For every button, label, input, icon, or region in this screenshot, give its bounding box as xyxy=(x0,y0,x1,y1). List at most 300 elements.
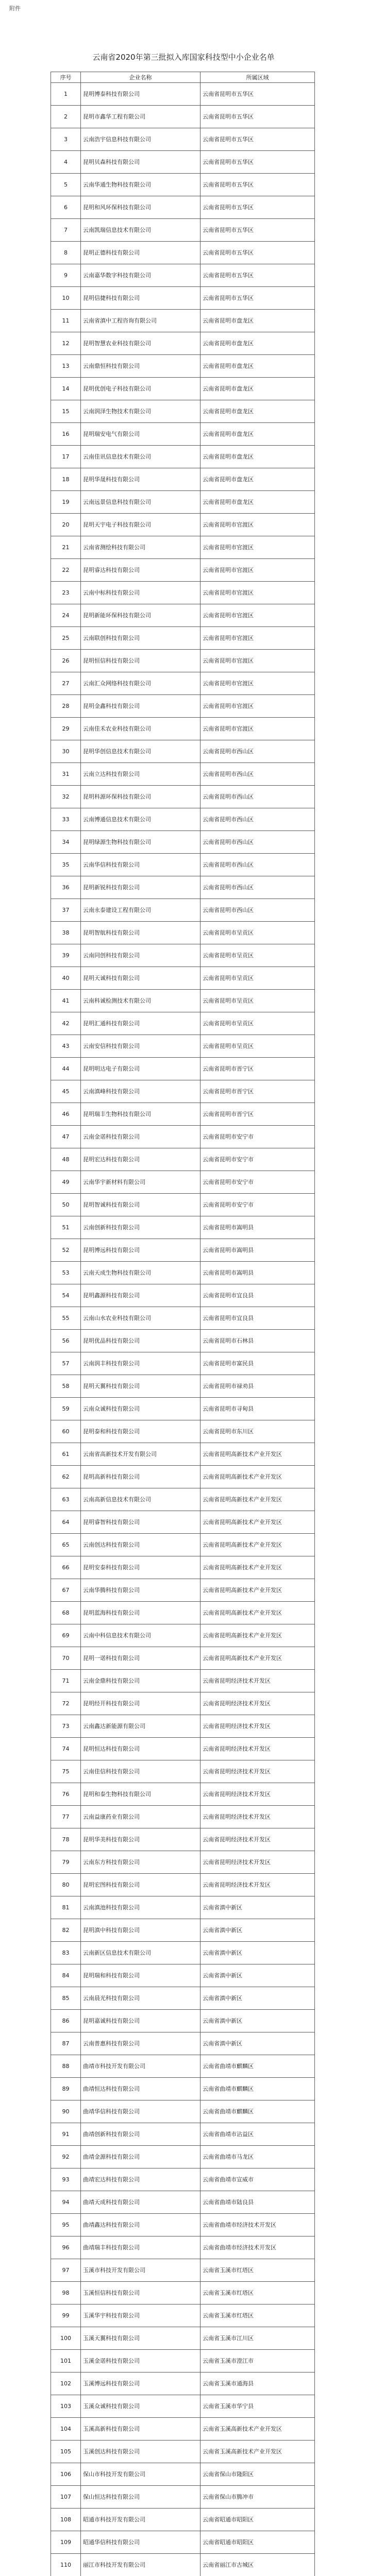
region-name: 云南省曲靖市陆良县 xyxy=(201,2191,315,2214)
table-row xyxy=(51,1624,315,1647)
table-row xyxy=(51,2259,315,2282)
region-name: 云南省昆明市安宁市 xyxy=(201,1148,315,1171)
region-name: 云南省滇中新区 xyxy=(201,2032,315,2055)
row-index: 60 xyxy=(51,1420,81,1443)
row-index: 15 xyxy=(51,400,81,423)
region-name: 云南省昆明市嵩明县 xyxy=(201,1216,315,1239)
row-index: 3 xyxy=(51,128,81,151)
company-name: 云南创新科技有限公司 xyxy=(81,1216,201,1239)
region-name: 云南省昆明市官渡区 xyxy=(201,604,315,627)
table-row xyxy=(51,559,315,582)
region-name: 云南省昆明市西山区 xyxy=(201,808,315,831)
region-name: 云南省昆明市呈贡区 xyxy=(201,990,315,1012)
region-name: 云南省曲靖市麒麟区 xyxy=(201,2055,315,2078)
company-name: 昆明智航科技有限公司 xyxy=(81,922,201,944)
row-index: 104 xyxy=(51,2418,81,2441)
company-name: 云南凯瑞信息技术有限公司 xyxy=(81,219,201,242)
table-row xyxy=(51,2123,315,2146)
company-name: 云南华通生物科技有限公司 xyxy=(81,174,201,196)
company-name: 云南鑫达新能源有限公司 xyxy=(81,1715,201,1738)
table-row xyxy=(51,264,315,287)
company-name: 昆明和风环保科技有限公司 xyxy=(81,196,201,219)
row-index: 9 xyxy=(51,264,81,287)
table-row xyxy=(51,2350,315,2372)
row-index: 38 xyxy=(51,922,81,944)
region-name: 云南省玉溪高新技术产业开发区 xyxy=(201,2418,315,2441)
row-index: 44 xyxy=(51,1058,81,1080)
table-row xyxy=(51,2282,315,2304)
region-name: 云南省昆明市宜良县 xyxy=(201,1307,315,1330)
row-index: 46 xyxy=(51,1103,81,1126)
row-index: 102 xyxy=(51,2372,81,2395)
row-index: 74 xyxy=(51,1738,81,1760)
table-row xyxy=(51,128,315,151)
table-row xyxy=(51,672,315,695)
table-row xyxy=(51,763,315,786)
region-name: 云南省昆明市五华区 xyxy=(201,128,315,151)
company-name: 玉溪众诚科技有限公司 xyxy=(81,2395,201,2418)
row-index: 35 xyxy=(51,854,81,876)
table-row xyxy=(51,2078,315,2100)
row-index: 89 xyxy=(51,2078,81,2100)
row-index: 5 xyxy=(51,174,81,196)
table-row xyxy=(51,2236,315,2259)
region-name: 云南省玉溪高新技术产业开发区 xyxy=(201,2441,315,2463)
row-index: 101 xyxy=(51,2350,81,2372)
company-name: 云南省测绘科技有限公司 xyxy=(81,536,201,559)
table-row xyxy=(51,2395,315,2418)
row-index: 109 xyxy=(51,2531,81,2554)
region-name: 云南省昆明市五华区 xyxy=(201,106,315,128)
company-name: 曲靖创新科技有限公司 xyxy=(81,2123,201,2146)
company-name: 玉溪高新科技有限公司 xyxy=(81,2418,201,2441)
row-index: 88 xyxy=(51,2055,81,2078)
table-row xyxy=(51,2100,315,2123)
region-name: 云南省昆明市晋宁区 xyxy=(201,1058,315,1080)
table-row xyxy=(51,1398,315,1420)
table-row xyxy=(51,378,315,400)
enterprise-table xyxy=(51,72,315,2576)
row-index: 108 xyxy=(51,2509,81,2531)
row-index: 64 xyxy=(51,1511,81,1534)
table-row xyxy=(51,1148,315,1171)
region-name: 云南省昆明高新技术产业开发区 xyxy=(201,1579,315,1602)
table-row xyxy=(51,1216,315,1239)
company-name: 云南博通信息技术有限公司 xyxy=(81,808,201,831)
table-row xyxy=(51,1874,315,1896)
region-name: 云南省昆明市五华区 xyxy=(201,219,315,242)
table-row xyxy=(51,1126,315,1148)
row-index: 23 xyxy=(51,582,81,604)
region-name: 云南省保山市腾冲市 xyxy=(201,2486,315,2509)
company-name: 云南中科信息技术有限公司 xyxy=(81,1624,201,1647)
region-name: 云南省玉溪市红塔区 xyxy=(201,2259,315,2282)
table-row xyxy=(51,2055,315,2078)
region-name: 云南省昆明市呈贡区 xyxy=(201,1012,315,1035)
table-row xyxy=(51,174,315,196)
company-name: 昆明鑫源科技有限公司 xyxy=(81,1284,201,1307)
table-row xyxy=(51,1375,315,1398)
table-row xyxy=(51,1058,315,1080)
table-row xyxy=(51,1035,315,1058)
row-index: 97 xyxy=(51,2259,81,2282)
table-row xyxy=(51,1738,315,1760)
table-row xyxy=(51,355,315,378)
region-name: 云南省昆明市石林县 xyxy=(201,1330,315,1352)
company-name: 昆明市鑫华工程有限公司 xyxy=(81,106,201,128)
row-index: 70 xyxy=(51,1647,81,1670)
row-index: 10 xyxy=(51,287,81,310)
table-row xyxy=(51,650,315,672)
company-name: 昆明优创电子科技有限公司 xyxy=(81,378,201,400)
company-name: 云南华腾科技有限公司 xyxy=(81,1579,201,1602)
row-index: 87 xyxy=(51,2032,81,2055)
company-name: 保山恒达科技有限公司 xyxy=(81,2486,201,2509)
region-name: 云南省昆明市呈贡区 xyxy=(201,1035,315,1058)
table-row xyxy=(51,83,315,106)
table-row xyxy=(51,1420,315,1443)
company-name: 昆明恒达科技有限公司 xyxy=(81,1738,201,1760)
company-name: 昆明宏达科技有限公司 xyxy=(81,1148,201,1171)
table-row xyxy=(51,1647,315,1670)
region-name: 云南省昆明市西山区 xyxy=(201,899,315,922)
row-index: 83 xyxy=(51,1942,81,1964)
row-index: 57 xyxy=(51,1352,81,1375)
company-name: 云南中标科技有限公司 xyxy=(81,582,201,604)
region-name: 云南省昆明市呈贡区 xyxy=(201,967,315,990)
company-name: 云南新区信息技术有限公司 xyxy=(81,1942,201,1964)
row-index: 20 xyxy=(51,514,81,536)
row-index: 17 xyxy=(51,446,81,468)
region-name: 云南省昆明市官渡区 xyxy=(201,514,315,536)
company-name: 曲靖鑫达科技有限公司 xyxy=(81,2214,201,2236)
region-name: 云南省昆明市官渡区 xyxy=(201,650,315,672)
region-name: 云南省昆明市五华区 xyxy=(201,174,315,196)
row-index: 72 xyxy=(51,1692,81,1715)
row-index: 67 xyxy=(51,1579,81,1602)
company-name: 云南嘉华数字科技有限公司 xyxy=(81,264,201,287)
region-name: 云南省昆明市安宁市 xyxy=(201,1194,315,1216)
table-row xyxy=(51,1511,315,1534)
company-name: 昆明优品科技有限公司 xyxy=(81,1330,201,1352)
company-name: 昆明瑞丰生物科技有限公司 xyxy=(81,1103,201,1126)
table-row xyxy=(51,1896,315,1919)
region-name: 云南省昆明市五华区 xyxy=(201,196,315,219)
row-index: 31 xyxy=(51,763,81,786)
region-name: 云南省昆明市官渡区 xyxy=(201,718,315,740)
region-name: 云南省昆明市安宁市 xyxy=(201,1171,315,1194)
row-index: 37 xyxy=(51,899,81,922)
table-row xyxy=(51,491,315,514)
row-index: 69 xyxy=(51,1624,81,1647)
company-name: 昆明滇中科技有限公司 xyxy=(81,1919,201,1942)
row-index: 105 xyxy=(51,2441,81,2463)
document-title: 云南省2020年第三批拟入库国家科技型中小企业名单 xyxy=(92,53,275,62)
header-region: 所属区域 xyxy=(201,72,315,83)
region-name: 云南省昆明市富民县 xyxy=(201,1352,315,1375)
row-index: 99 xyxy=(51,2304,81,2327)
company-name: 昆明和泰生物科技有限公司 xyxy=(81,1783,201,1806)
table-row xyxy=(51,1262,315,1284)
region-name: 云南省滇中新区 xyxy=(201,1964,315,1987)
region-name: 云南省昆明市宜良县 xyxy=(201,1284,315,1307)
region-name: 云南省昆明市西山区 xyxy=(201,876,315,899)
row-index: 71 xyxy=(51,1670,81,1692)
company-name: 曲靖天成科技有限公司 xyxy=(81,2191,201,2214)
company-name: 云南普惠科技有限公司 xyxy=(81,2032,201,2055)
row-index: 12 xyxy=(51,332,81,355)
row-index: 62 xyxy=(51,1466,81,1488)
company-name: 昆明经开科技有限公司 xyxy=(81,1692,201,1715)
company-name: 云南滇峰科技有限公司 xyxy=(81,1080,201,1103)
row-index: 33 xyxy=(51,808,81,831)
row-index: 82 xyxy=(51,1919,81,1942)
company-name: 昆明高新科技有限公司 xyxy=(81,1466,201,1488)
region-name: 云南省滇中新区 xyxy=(201,1942,315,1964)
row-index: 6 xyxy=(51,196,81,219)
table-row xyxy=(51,1239,315,1262)
header-index: 序号 xyxy=(51,72,81,83)
row-index: 92 xyxy=(51,2146,81,2168)
company-name: 曲靖恒达科技有限公司 xyxy=(81,2078,201,2100)
company-name: 云南天成生物科技有限公司 xyxy=(81,1262,201,1284)
row-index: 76 xyxy=(51,1783,81,1806)
table-row xyxy=(51,786,315,808)
region-name: 云南省昆明经济技术开发区 xyxy=(201,1738,315,1760)
row-index: 93 xyxy=(51,2168,81,2191)
row-index: 94 xyxy=(51,2191,81,2214)
table-row xyxy=(51,899,315,922)
company-name: 昆明蓝海科技有限公司 xyxy=(81,1602,201,1624)
company-name: 昆明新能环保科技有限公司 xyxy=(81,604,201,627)
company-name: 云南华信科技有限公司 xyxy=(81,854,201,876)
table-row xyxy=(51,1942,315,1964)
region-name: 云南省昆明市官渡区 xyxy=(201,582,315,604)
table-header-row xyxy=(51,72,315,83)
row-index: 55 xyxy=(51,1307,81,1330)
region-name: 云南省玉溪市红塔区 xyxy=(201,2282,315,2304)
region-name: 云南省昆明市西山区 xyxy=(201,763,315,786)
company-name: 云南创达科技有限公司 xyxy=(81,1534,201,1556)
company-name: 昭通华信科技有限公司 xyxy=(81,2531,201,2554)
row-index: 45 xyxy=(51,1080,81,1103)
row-index: 51 xyxy=(51,1216,81,1239)
table-row xyxy=(51,1194,315,1216)
row-index: 59 xyxy=(51,1398,81,1420)
table-row xyxy=(51,1103,315,1126)
region-name: 云南省昆明市嵩明县 xyxy=(201,1262,315,1284)
attachment-label: 附件 xyxy=(9,5,21,12)
table-row xyxy=(51,1760,315,1783)
row-index: 68 xyxy=(51,1602,81,1624)
row-index: 42 xyxy=(51,1012,81,1035)
company-name: 昆明博远科技有限公司 xyxy=(81,1239,201,1262)
company-name: 玉溪市科技开发有限公司 xyxy=(81,2259,201,2282)
row-index: 80 xyxy=(51,1874,81,1896)
company-name: 昆明智慧农业科技有限公司 xyxy=(81,332,201,355)
region-name: 云南省滇中新区 xyxy=(201,1987,315,2010)
table-row xyxy=(51,196,315,219)
company-name: 云南晨光科技有限公司 xyxy=(81,1987,201,2010)
company-name: 玉溪金诺科技有限公司 xyxy=(81,2350,201,2372)
company-name: 云南金鼎科技有限公司 xyxy=(81,1670,201,1692)
region-name: 云南省昆明市盘龙区 xyxy=(201,468,315,491)
row-index: 8 xyxy=(51,242,81,264)
company-name: 云南佳信科技有限公司 xyxy=(81,1760,201,1783)
company-name: 昆明明达电子有限公司 xyxy=(81,1058,201,1080)
company-name: 云南科诚检测技术有限公司 xyxy=(81,990,201,1012)
company-name: 云南高新信息技术有限公司 xyxy=(81,1488,201,1511)
row-index: 47 xyxy=(51,1126,81,1148)
region-name: 云南省昆明市寻甸县 xyxy=(201,1398,315,1420)
row-index: 52 xyxy=(51,1239,81,1262)
region-name: 云南省玉溪市澄江市 xyxy=(201,2350,315,2372)
company-name: 云南省高新技术开发有限公司 xyxy=(81,1443,201,1466)
table-row xyxy=(51,1534,315,1556)
company-name: 昆明天宇电子科技有限公司 xyxy=(81,514,201,536)
region-name: 云南省曲靖市经济技术开发区 xyxy=(201,2214,315,2236)
table-row xyxy=(51,876,315,899)
row-index: 81 xyxy=(51,1896,81,1919)
row-index: 100 xyxy=(51,2327,81,2350)
table-row xyxy=(51,514,315,536)
table-row xyxy=(51,2418,315,2441)
table-row xyxy=(51,627,315,650)
table-row xyxy=(51,1715,315,1738)
region-name: 云南省滇中新区 xyxy=(201,1896,315,1919)
region-name: 云南省昆明经济技术开发区 xyxy=(201,1783,315,1806)
table-body xyxy=(51,83,315,2576)
table-row xyxy=(51,423,315,446)
region-name: 云南省昆明市盘龙区 xyxy=(201,355,315,378)
company-name: 昭通市科技开发有限公司 xyxy=(81,2509,201,2531)
table-row xyxy=(51,1330,315,1352)
table-row xyxy=(51,242,315,264)
region-name: 云南省滇中新区 xyxy=(201,1919,315,1942)
table-row xyxy=(51,808,315,831)
company-name: 玉溪天翼科技有限公司 xyxy=(81,2327,201,2350)
company-name: 昆明华美科技有限公司 xyxy=(81,1828,201,1851)
region-name: 云南省昆明市晋宁区 xyxy=(201,1103,315,1126)
row-index: 34 xyxy=(51,831,81,854)
row-index: 58 xyxy=(51,1375,81,1398)
row-index: 19 xyxy=(51,491,81,514)
company-name: 昆明金鑫科技有限公司 xyxy=(81,695,201,718)
region-name: 云南省昆明市五华区 xyxy=(201,287,315,310)
region-name: 云南省昆明市晋宁区 xyxy=(201,1080,315,1103)
company-name: 云南浩宇信息科技有限公司 xyxy=(81,128,201,151)
region-name: 云南省昆明市五华区 xyxy=(201,151,315,174)
company-name: 云南华宇新材料有限公司 xyxy=(81,1171,201,1194)
company-name: 云南益康药业有限公司 xyxy=(81,1806,201,1828)
row-index: 22 xyxy=(51,559,81,582)
company-name: 保山市科技开发有限公司 xyxy=(81,2463,201,2486)
region-name: 云南省曲靖市麒麟区 xyxy=(201,2100,315,2123)
region-name: 云南省昆明市官渡区 xyxy=(201,672,315,695)
table-row xyxy=(51,1352,315,1375)
row-index: 86 xyxy=(51,2010,81,2032)
row-index: 30 xyxy=(51,740,81,763)
row-index: 27 xyxy=(51,672,81,695)
table-row xyxy=(51,332,315,355)
row-index: 61 xyxy=(51,1443,81,1466)
region-name: 云南省昆明市五华区 xyxy=(201,242,315,264)
table-row xyxy=(51,1080,315,1103)
row-index: 49 xyxy=(51,1171,81,1194)
table-row xyxy=(51,582,315,604)
company-name: 云南立达科技有限公司 xyxy=(81,763,201,786)
table-row xyxy=(51,219,315,242)
region-name: 云南省昆明经济技术开发区 xyxy=(201,1828,315,1851)
table-row xyxy=(51,1284,315,1307)
table-row xyxy=(51,1307,315,1330)
company-name: 云南汇众网络科技有限公司 xyxy=(81,672,201,695)
region-name: 云南省昆明高新技术产业开发区 xyxy=(201,1534,315,1556)
row-index: 40 xyxy=(51,967,81,990)
row-index: 26 xyxy=(51,650,81,672)
region-name: 云南省昆明市官渡区 xyxy=(201,627,315,650)
region-name: 云南省昆明经济技术开发区 xyxy=(201,1670,315,1692)
table-row xyxy=(51,2168,315,2191)
table-row xyxy=(51,468,315,491)
table-row xyxy=(51,446,315,468)
region-name: 云南省昆明市西山区 xyxy=(201,854,315,876)
company-name: 昆明博泰科技有限公司 xyxy=(81,83,201,106)
table-row xyxy=(51,967,315,990)
company-name: 昆明华创信息技术有限公司 xyxy=(81,740,201,763)
row-index: 107 xyxy=(51,2486,81,2509)
table-row xyxy=(51,2304,315,2327)
company-name: 云南省滇中工程咨询有限公司 xyxy=(81,310,201,332)
region-name: 云南省昆明市官渡区 xyxy=(201,695,315,718)
company-name: 玉溪创达科技有限公司 xyxy=(81,2441,201,2463)
company-name: 昆明贝森科技有限公司 xyxy=(81,151,201,174)
region-name: 云南省昆明经济技术开发区 xyxy=(201,1874,315,1896)
company-name: 曲靖瑞丰科技有限公司 xyxy=(81,2236,201,2259)
table-row xyxy=(51,1987,315,2010)
table-row xyxy=(51,2214,315,2236)
company-name: 云南润泽生物技术有限公司 xyxy=(81,400,201,423)
region-name: 云南省昆明市呈贡区 xyxy=(201,944,315,967)
region-name: 云南省昆明高新技术产业开发区 xyxy=(201,1443,315,1466)
company-name: 玉溪博远科技有限公司 xyxy=(81,2372,201,2395)
region-name: 云南省昆明高新技术产业开发区 xyxy=(201,1647,315,1670)
region-name: 云南省昆明市呈贡区 xyxy=(201,922,315,944)
table-row xyxy=(51,1919,315,1942)
region-name: 云南省昆明高新技术产业开发区 xyxy=(201,1602,315,1624)
row-index: 54 xyxy=(51,1284,81,1307)
company-name: 昆明天诚科技有限公司 xyxy=(81,967,201,990)
row-index: 63 xyxy=(51,1488,81,1511)
company-name: 昆明科源环保科技有限公司 xyxy=(81,786,201,808)
row-index: 106 xyxy=(51,2463,81,2486)
table-row xyxy=(51,536,315,559)
row-index: 75 xyxy=(51,1760,81,1783)
region-name: 云南省曲靖市麒麟区 xyxy=(201,2078,315,2100)
company-name: 云南鼎恒科技有限公司 xyxy=(81,355,201,378)
row-index: 103 xyxy=(51,2395,81,2418)
region-name: 云南省保山市隆阳区 xyxy=(201,2463,315,2486)
table-row xyxy=(51,718,315,740)
company-name: 曲靖华信科技有限公司 xyxy=(81,2100,201,2123)
table-row xyxy=(51,1171,315,1194)
table-row xyxy=(51,922,315,944)
row-index: 16 xyxy=(51,423,81,446)
row-index: 4 xyxy=(51,151,81,174)
table-row xyxy=(51,400,315,423)
company-name: 昆明正德科技有限公司 xyxy=(81,242,201,264)
company-name: 昆明一诺科技有限公司 xyxy=(81,1647,201,1670)
